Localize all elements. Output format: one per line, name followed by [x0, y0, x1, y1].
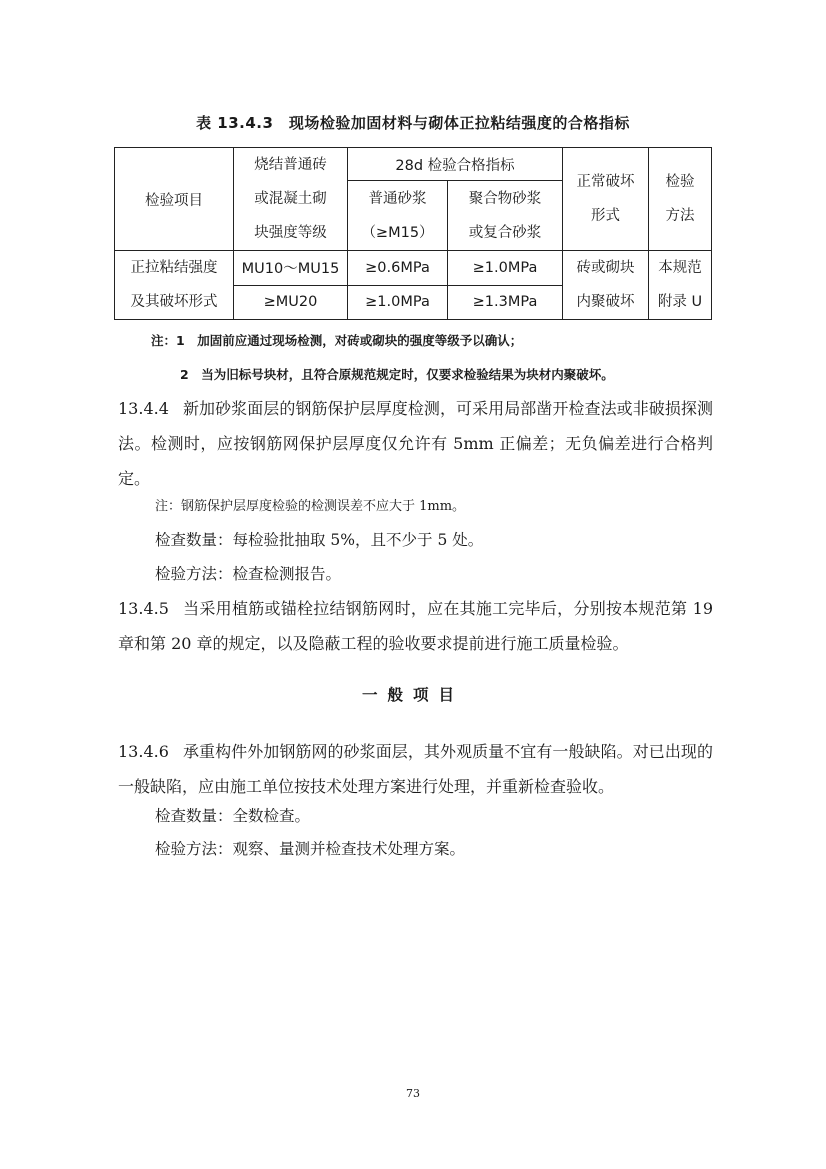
section-13-4-5: 13.4.5 当采用植筋或锚栓拉结钢筋网时，应在其施工完毕后，分别按本规范第 19 章和第 20 章的规定，以及隐蔽工程的验收要求提前进行施工质量检验。: [118, 599, 713, 653]
header-indicator: 28d 检验合格指标: [348, 148, 563, 181]
header-failure: 正常破坏 形式: [563, 148, 649, 251]
header-method: 检验 方法: [649, 148, 712, 251]
page-number: 73: [406, 1087, 420, 1100]
cell-method: 本规范 附录 U: [649, 251, 712, 320]
section-13-4-4-quantity: 检查数量：每检验批抽取 5%，且不少于 5 处。: [155, 531, 484, 549]
section-13-4-6-method: 检验方法：观察、量测并检查技术处理方案。: [155, 840, 466, 858]
cell-grade: MU10～MU15: [234, 251, 348, 286]
section-13-4-6-quantity: 检查数量：全数检查。: [155, 807, 311, 825]
acceptance-table: [114, 147, 712, 320]
section-13-4-6: 13.4.6 承重构件外加钢筋网的砂浆面层，其外观质量不宜有一般缺陷。对已出现的一般缺陷，应由施工单位按技术处理方案进行处理，并重新检查验收。: [118, 742, 713, 796]
header-grade: 烧结普通砖 或混凝土砌 块强度等级: [234, 148, 348, 251]
cell-polymer: ≥1.3MPa: [448, 285, 563, 320]
table-caption: 表 13.4.3 现场检验加固材料与砌体正拉粘结强度的合格指标: [196, 114, 630, 132]
cell-polymer: ≥1.0MPa: [448, 251, 563, 286]
cell-mortar: ≥0.6MPa: [348, 251, 448, 286]
header-mortar: 普通砂浆 （≥M15）: [348, 181, 448, 251]
header-polymer: 聚合物砂浆 或复合砂浆: [448, 181, 563, 251]
cell-item: 正拉粘结强度 及其破坏形式: [115, 251, 234, 320]
table-note-2: 2 当为旧标号块材，且符合原规范规定时，仅要求检验结果为块材内聚破坏。: [180, 367, 614, 382]
table-row: [115, 251, 712, 286]
header-item: 检验项目: [115, 148, 234, 251]
general-items-heading: 一般项目: [361, 686, 464, 704]
cell-grade: ≥MU20: [234, 285, 348, 320]
table-note-1: 注：1 加固前应通过现场检测，对砖或砌块的强度等级予以确认；: [151, 333, 523, 348]
cell-failure: 砖或砌块 内聚破坏: [563, 251, 649, 320]
cell-mortar: ≥1.0MPa: [348, 285, 448, 320]
section-13-4-4: 13.4.4 新加砂浆面层的钢筋保护层厚度检测，可采用局部凿开检查法或非破损探测法。检测时，应按钢筋网保护层厚度仅允许有 5mm 正偏差；无负偏差进行合格判定。: [118, 399, 713, 488]
section-13-4-4-method: 检验方法：检查检测报告。: [155, 565, 342, 583]
section-13-4-4-note: 注：钢筋保护层厚度检验的检测误差不应大于 1mm。: [155, 499, 466, 514]
